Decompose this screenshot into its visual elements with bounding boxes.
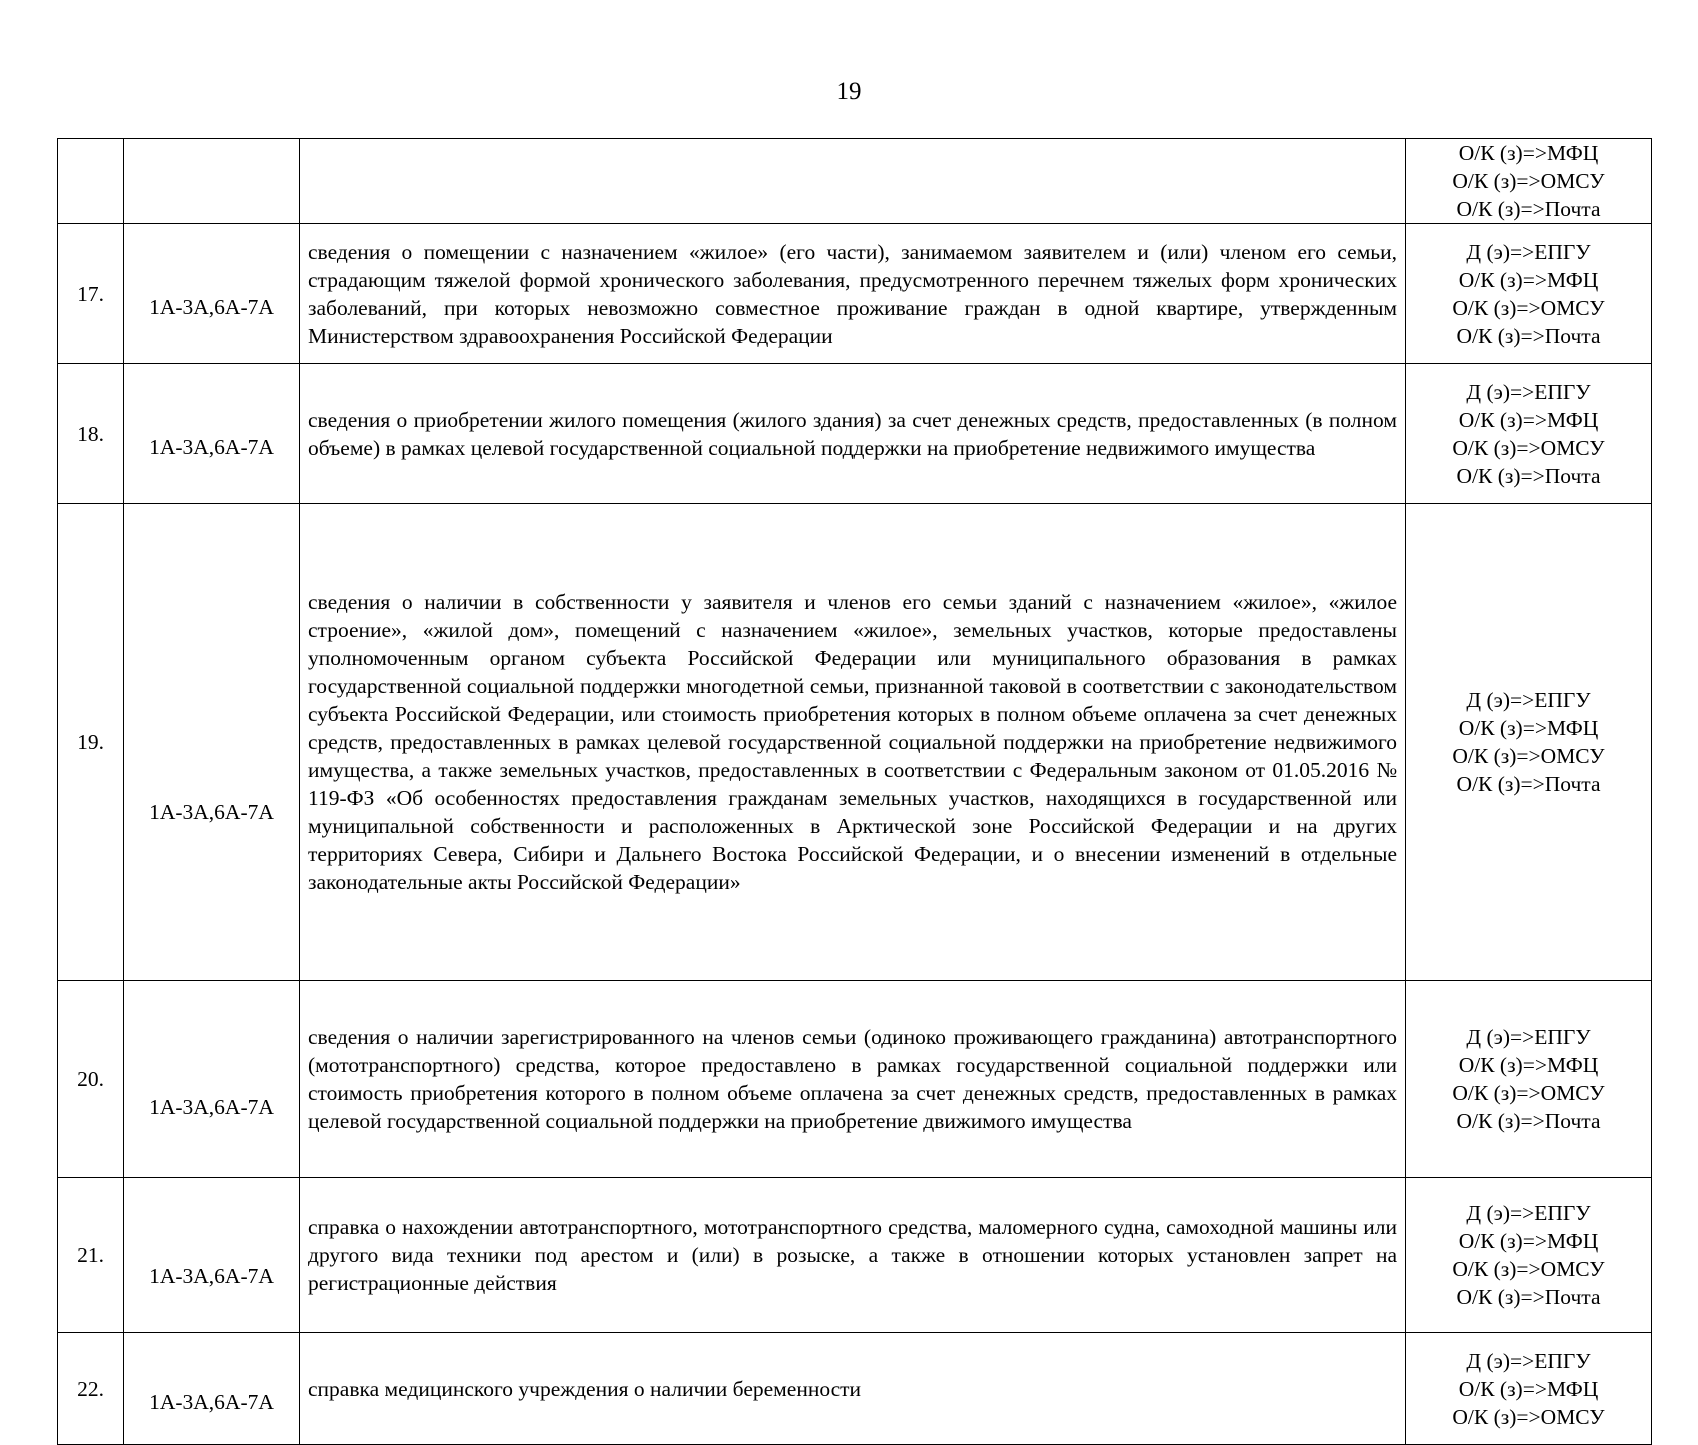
applicant-category-cell: 1А-3А,6А-7А (124, 364, 300, 504)
document-description-cell: сведения о наличии зарегистрированного на членов семьи (одиноко проживающего гражданина) автотранспортного (мототранспортного) средства, которое предоставлено в рамках государственной социальной поддержки или стоимость приобретения которого в полном объеме оплачена за счет денежных средств, предоставленных в рамках целевой государственной социальной поддержки на приобретение движимого имущества (300, 981, 1406, 1178)
submission-channels-cell (1406, 1333, 1652, 1445)
table-row (58, 1178, 1652, 1333)
document-description-cell: справка медицинского учреждения о наличии беременности (300, 1333, 1406, 1445)
services-table (57, 138, 1652, 1445)
document-description-cell: сведения о наличии в собственности у заявителя и членов его семьи зданий с назначением «жилое», «жилое строение», «жилой дом», помещений с назначением «жилое», земельных участков, которые предоставлены уполномоченным органом субъекта Российской Федерации или муниципального образования в рамках государственной социальной поддержки многодетной семьи, признанной таковой в соответствии с законодательством субъекта Российской Федерации, или стоимость приобретения которых в полном объеме оплачена за счет денежных средств, предоставленных в рамках целевой государственной социальной поддержки на приобретение недвижимого имущества, а также земельных участков, предоставленных в соответствии с Федеральным законом от 01.05.2016 № 119-ФЗ «Об особенностях предоставления гражданам земельных участков, находящихся в государственной или муниципальной собственности и расположенных в Арктической зоне Российской Федерации и на других территориях Севера, Сибири и Дальнего Востока Российской Федерации, и о внесении изменений в отдельные законодательные акты Российской Федерации» (300, 504, 1406, 981)
submission-channels-cell (1406, 224, 1652, 364)
channel-line: О/К (з)=>МФЦ (1458, 716, 1599, 740)
document-description-cell: сведения о приобретении жилого помещения (жилого здания) за счет денежных средств, предоставленных (в полном объеме) в рамках целевой государственной социальной поддержки на приобретение недвижимого имущества (300, 364, 1406, 504)
channel-line: О/К (з)=>МФЦ (1458, 141, 1599, 165)
channel-line: О/К (з)=>ОМСУ (1452, 435, 1605, 460)
channel-line: О/К (з)=>Почта (1456, 1109, 1601, 1133)
table-row (58, 981, 1652, 1178)
channel-line: О/К (з)=>Почта (1456, 772, 1601, 796)
channel-line: О/К (з)=>Почта (1456, 463, 1601, 488)
channel-line: Д (э)=>ЕПГУ (1466, 688, 1591, 712)
row-number-cell: 21. (58, 1178, 124, 1333)
submission-channels-cell (1406, 364, 1652, 504)
submission-channels-cell (1406, 139, 1652, 224)
channel-line: О/К (з)=>МФЦ (1458, 1376, 1599, 1401)
applicant-category-cell: 1А-3А,6А-7А (124, 1178, 300, 1333)
page-number: 19 (836, 78, 862, 105)
applicant-category-cell: 1А-3А,6А-7А (124, 981, 300, 1178)
applicant-category-cell: 1А-3А,6А-7А (124, 1333, 300, 1445)
table-row (58, 1333, 1652, 1445)
channel-line: О/К (з)=>Почта (1456, 197, 1601, 221)
channel-line: Д (э)=>ЕПГУ (1466, 239, 1591, 264)
document-description-cell: сведения о помещении с назначением «жилое» (его части), занимаемом заявителем и (или) членом его семьи, страдающим тяжелой формой хронического заболевания, предусмотренного перечнем тяжелых форм хронических заболеваний, при которых невозможно совместное проживание граждан в одной квартире, утвержденным Министерством здравоохранения Российской Федерации (300, 224, 1406, 364)
channel-line: О/К (з)=>Почта (1456, 1285, 1601, 1309)
document-description-cell: справка о нахождении автотранспортного, мототранспортного средства, маломерного судна, самоходной машины или другого вида техники под арестом и (или) в розыске, а также в отношении которых установлен запрет на регистрационные действия (300, 1178, 1406, 1333)
applicant-category-cell (124, 139, 300, 224)
channel-line: О/К (з)=>МФЦ (1458, 407, 1599, 432)
row-number-cell: 19. (58, 504, 124, 981)
channel-line: О/К (з)=>МФЦ (1458, 267, 1599, 292)
channel-line: О/К (з)=>МФЦ (1458, 1053, 1599, 1077)
applicant-category-cell: 1А-3А,6А-7А (124, 224, 300, 364)
channel-line: О/К (з)=>ОМСУ (1452, 744, 1605, 768)
table-row (58, 504, 1652, 981)
channel-line: О/К (з)=>ОМСУ (1452, 1404, 1605, 1429)
submission-channels-cell (1406, 1178, 1652, 1333)
row-number-cell (58, 139, 124, 224)
table-row (58, 364, 1652, 504)
submission-channels-cell (1406, 504, 1652, 981)
document-description-cell (300, 139, 1406, 224)
row-number-cell: 22. (58, 1333, 124, 1445)
channel-line: О/К (з)=>МФЦ (1458, 1229, 1599, 1253)
applicant-category-cell: 1А-3А,6А-7А (124, 504, 300, 981)
channel-line: О/К (з)=>ОМСУ (1452, 295, 1605, 320)
row-number-cell: 20. (58, 981, 124, 1178)
channel-line: Д (э)=>ЕПГУ (1466, 1201, 1591, 1225)
channel-line: Д (э)=>ЕПГУ (1466, 379, 1591, 404)
channel-line: О/К (з)=>ОМСУ (1452, 169, 1605, 193)
channel-line: О/К (з)=>Почта (1456, 323, 1601, 348)
channel-line: Д (э)=>ЕПГУ (1466, 1025, 1591, 1049)
table-row (58, 224, 1652, 364)
channel-line: О/К (з)=>ОМСУ (1452, 1081, 1605, 1105)
row-number-cell: 18. (58, 364, 124, 504)
table-row-continuation (58, 139, 1652, 224)
channel-line: Д (э)=>ЕПГУ (1466, 1348, 1591, 1373)
channel-line: О/К (з)=>ОМСУ (1452, 1257, 1605, 1281)
row-number-cell: 17. (58, 224, 124, 364)
submission-channels-cell (1406, 981, 1652, 1178)
